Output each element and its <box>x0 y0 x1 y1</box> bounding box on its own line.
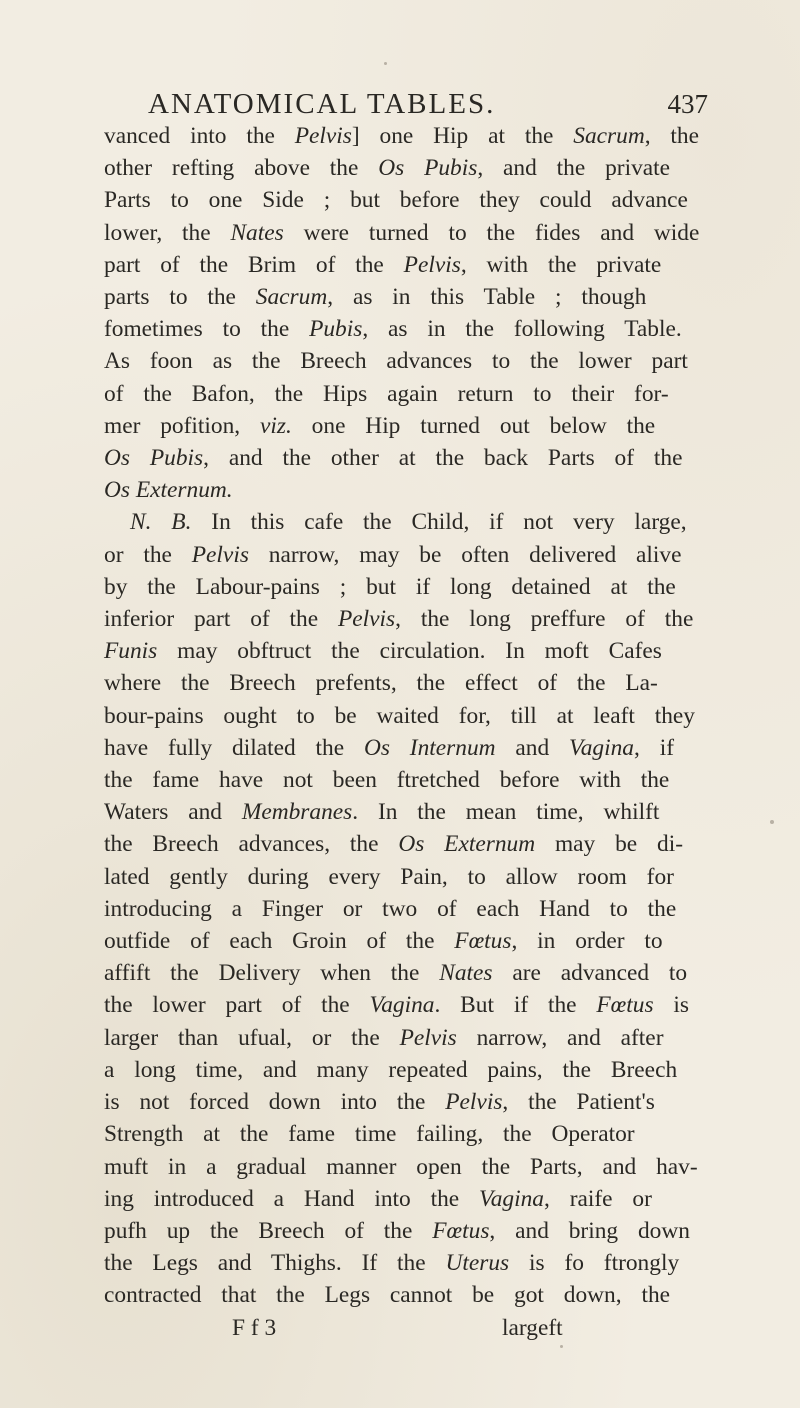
text-segment: vanced into the <box>104 123 295 149</box>
text-segment: were turned to the fides and wide <box>283 219 700 246</box>
text-segment: by the Labour-pains ; but if long detained at the <box>104 573 676 600</box>
italic-term: Vagina <box>569 734 634 761</box>
text-segment: outfide of each Groin of the <box>104 928 455 955</box>
text-segment: . In the mean time, whilft <box>352 799 660 826</box>
italic-term: Pelvis <box>294 123 352 149</box>
text-segment: , the <box>644 123 699 149</box>
text-line <box>104 184 716 216</box>
italic-term: Fœtus <box>432 1217 490 1244</box>
italic-term: Os Pubis <box>104 445 204 472</box>
text-segment: narrow, may be often delivered alive <box>248 541 682 568</box>
text-line <box>104 249 716 281</box>
text-segment: where the Breech prefents, the effect of the La- <box>104 670 658 697</box>
italic-term: Fœtus <box>454 928 512 955</box>
text-segment: have fully dilated the <box>104 734 364 761</box>
italic-term: Pelvis <box>445 1089 503 1116</box>
text-segment: , and the other at the back Parts of the <box>203 445 683 472</box>
text-segment: ing introduced a Hand into the <box>104 1185 480 1212</box>
text-line <box>104 152 716 184</box>
text-segment: the Legs and Thighs. If the <box>104 1250 446 1277</box>
text-line <box>104 925 716 957</box>
text-line <box>104 1054 716 1086</box>
italic-term: Os Externum. <box>104 477 233 504</box>
text-segment: a long time, and many repeated pains, the Breech <box>104 1056 678 1083</box>
italic-term: Sacrum <box>255 284 328 311</box>
italic-term: Fœtus <box>596 992 654 1019</box>
italic-term: Nates <box>439 960 493 987</box>
text-segment: inferior part of the <box>104 606 338 633</box>
italic-term: Pelvis <box>191 541 249 568</box>
italic-term: Vagina <box>369 992 435 1019</box>
text-line <box>104 378 716 410</box>
text-segment: pufh up the Breech of the <box>104 1217 433 1244</box>
text-segment: and <box>495 734 570 761</box>
text-segment: of the Bafon, the Hips again return to their for- <box>104 380 669 407</box>
text-segment: is not forced down into the <box>104 1089 446 1116</box>
text-line <box>104 893 716 925</box>
italic-term: Pelvis <box>337 606 396 633</box>
text-line <box>104 442 716 474</box>
italic-term: Vagina <box>479 1185 544 1212</box>
italic-term: Membranes <box>241 799 353 826</box>
text-line <box>104 539 716 571</box>
text-segment: affift the Delivery when the <box>104 960 440 987</box>
text-segment: , raife or <box>544 1185 652 1212</box>
text-segment: . But if the <box>434 992 597 1019</box>
text-line <box>104 828 716 860</box>
text-segment: As foon as the Breech advances to the lower part <box>104 348 688 375</box>
text-segment: , and bring down <box>489 1217 690 1244</box>
text-segment: the Breech advances, the <box>104 831 399 858</box>
italic-term: Pelvis <box>403 251 461 278</box>
text-line <box>104 1086 716 1118</box>
text-line <box>104 1151 716 1183</box>
text-segment: are advanced to <box>492 960 688 987</box>
text-segment: other refting above the <box>104 155 379 182</box>
text-segment: introducing a Finger or two of each Hand to the <box>104 895 677 922</box>
signature-line <box>104 1312 716 1344</box>
text-line <box>104 1183 716 1215</box>
italic-term: Pelvis <box>399 1024 457 1051</box>
text-segment: , if <box>634 734 674 761</box>
text-segment: may obftruct the circulation. In moft Cafes <box>157 638 662 665</box>
text-segment: ] one Hip at the <box>351 123 574 149</box>
italic-term: Os Internum <box>363 734 496 761</box>
text-segment: , as in this Table ; though <box>327 284 647 311</box>
text-segment: or the <box>104 541 192 568</box>
italic-term: N. B. <box>130 509 192 536</box>
text-line <box>104 345 716 377</box>
running-title: ANATOMICAL TABLES. <box>148 88 496 120</box>
text-segment: , the Patient's <box>502 1089 655 1116</box>
catchword: largeft <box>502 1314 563 1341</box>
text-segment: is fo ftrongly <box>509 1250 680 1277</box>
text-segment: lower, the <box>104 219 231 246</box>
text-segment: larger than ufual, or the <box>104 1024 400 1051</box>
italic-term: Nates <box>230 219 284 246</box>
text-segment: Strength at the fame time failing, the Operator <box>104 1121 635 1148</box>
text-line <box>104 796 716 828</box>
italic-term: Os Externum <box>398 831 536 858</box>
italic-term: Pubis <box>309 316 363 343</box>
text-line <box>104 571 716 603</box>
text-segment: is <box>653 992 690 1019</box>
text-line <box>104 474 716 506</box>
text-line <box>104 635 716 667</box>
text-segment: bour-pains ought to be waited for, till at leaft they <box>104 702 695 729</box>
text-segment: Waters and <box>104 799 242 826</box>
text-segment: parts to the <box>104 284 256 311</box>
text-line <box>104 410 716 442</box>
text-line <box>104 313 716 345</box>
text-line <box>104 281 716 313</box>
text-segment: may be di- <box>535 831 683 858</box>
text-line <box>104 1247 716 1279</box>
text-segment: the fame have not been ftretched before with the <box>104 767 670 794</box>
text-line <box>104 506 716 538</box>
signature-mark: F f 3 <box>232 1314 277 1341</box>
page-number: 437 <box>667 89 708 119</box>
text-line <box>104 1118 716 1150</box>
text-line <box>104 764 716 796</box>
text-line <box>104 1022 716 1054</box>
text-line <box>104 732 716 764</box>
text-line <box>104 1215 716 1247</box>
text-line <box>104 217 716 249</box>
text-segment: fometimes to the <box>104 316 310 343</box>
body-text <box>104 120 716 1344</box>
text-segment: lated gently during every Pain, to allow room for <box>104 863 674 890</box>
text-line <box>104 989 716 1021</box>
italic-term: viz. <box>259 412 292 439</box>
text-line <box>104 603 716 635</box>
text-segment: one Hip turned out below the <box>291 412 656 439</box>
text-segment: , with the private <box>460 251 662 278</box>
italic-term: Funis <box>104 638 158 665</box>
text-line <box>104 1279 716 1311</box>
italic-term: Sacrum <box>573 123 645 149</box>
page-header <box>148 88 708 121</box>
text-segment: narrow, and after <box>456 1024 664 1051</box>
text-segment: the lower part of the <box>104 992 370 1019</box>
text-line <box>104 120 716 152</box>
text-segment: In this cafe the Child, if not very large, <box>191 509 687 536</box>
text-segment: , in order to <box>511 928 663 955</box>
italic-term: Uterus <box>445 1250 510 1277</box>
text-line <box>104 700 716 732</box>
text-line <box>104 861 716 893</box>
text-segment: muft in a gradual manner open the Parts, and hav- <box>104 1153 698 1180</box>
text-segment: , the long preffure of the <box>395 606 694 633</box>
text-line <box>104 667 716 699</box>
text-segment: , and the private <box>477 155 671 182</box>
text-segment: , as in the following Table. <box>362 316 682 343</box>
paper-speck <box>384 62 387 65</box>
text-segment: contracted that the Legs cannot be got down, the <box>104 1282 671 1309</box>
italic-term: Os Pubis <box>378 155 478 182</box>
paper-speck <box>770 820 774 824</box>
text-line <box>104 957 716 989</box>
text-segment: part of the Brim of the <box>104 251 404 278</box>
paper-speck <box>560 1345 563 1348</box>
text-segment: mer pofition, <box>104 412 260 439</box>
text-segment: Parts to one Side ; but before they could advance <box>104 187 688 214</box>
